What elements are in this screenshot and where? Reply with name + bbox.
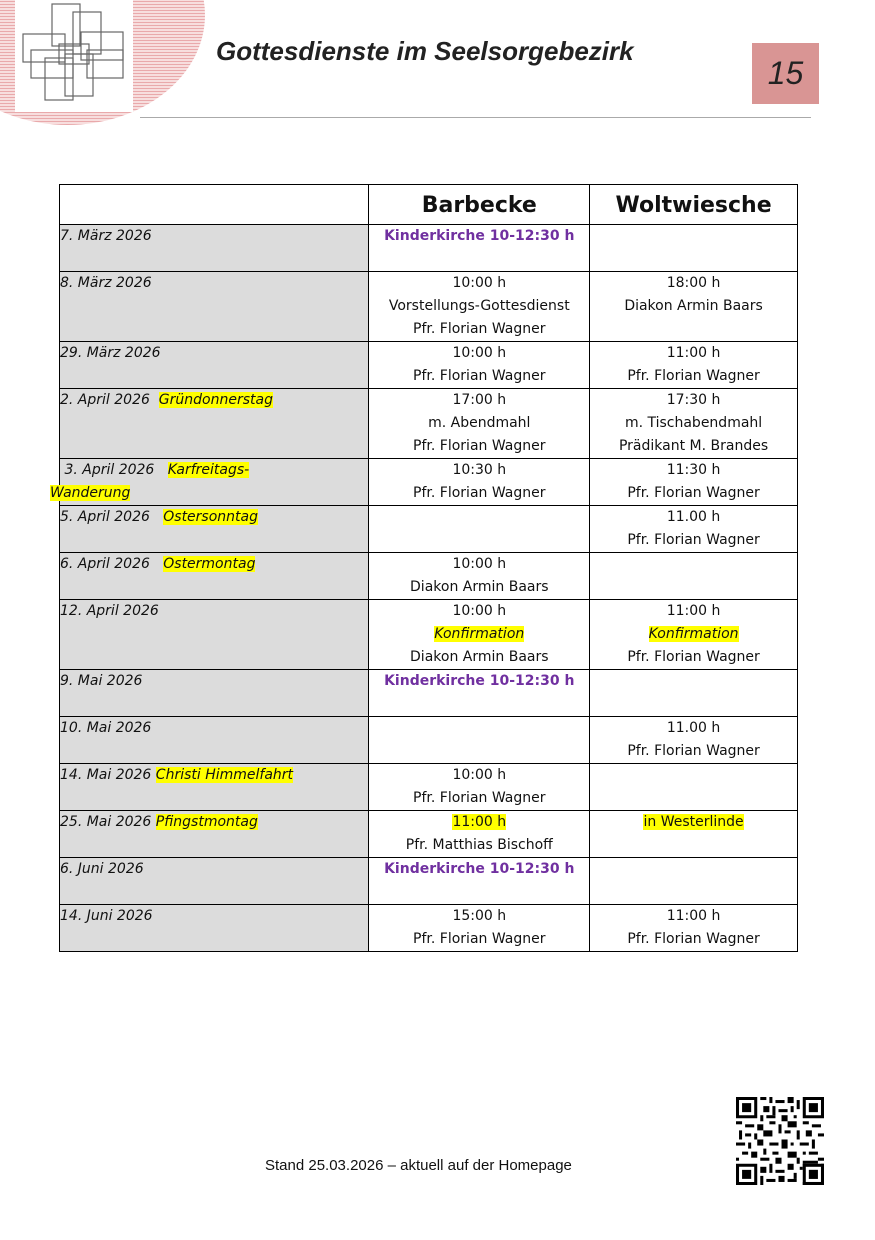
date-cell (60, 389, 369, 459)
date-cell (60, 670, 369, 717)
service-time: 17:30 h (666, 392, 721, 408)
date-text: 7. März 2026 (60, 228, 152, 244)
table-row (60, 811, 798, 858)
date-cell (60, 225, 369, 272)
woltwiesche-cell (590, 717, 798, 764)
service-leader: Pfr. Florian Wagner (627, 368, 760, 384)
date-cell (60, 553, 369, 600)
date-cell (60, 342, 369, 389)
woltwiesche-cell (590, 225, 798, 272)
service-time: 10:00 h (452, 767, 507, 783)
barbecke-cell (369, 858, 590, 905)
service-leader: Pfr. Florian Wagner (413, 485, 546, 501)
barbecke-cell (369, 506, 590, 553)
date-text: 2. April 2026 (60, 392, 150, 408)
date-text: 3. April 2026 (64, 462, 155, 478)
barbecke-cell (369, 225, 590, 272)
service-leader: Diakon Armin Baars (410, 579, 549, 595)
occasion-highlight: Ostermontag (163, 556, 256, 572)
table-row (60, 225, 798, 272)
date-text: 8. März 2026 (60, 275, 152, 291)
barbecke-cell (369, 811, 590, 858)
table-row (60, 717, 798, 764)
occasion-highlight: Ostersonntag (163, 509, 258, 525)
date-text: 9. Mai 2026 (60, 673, 143, 689)
woltwiesche-cell (590, 553, 798, 600)
service-leader: Diakon Armin Baars (624, 298, 763, 314)
service-time: 10:00 h (452, 275, 507, 291)
date-cell (60, 858, 369, 905)
woltwiesche-cell (590, 272, 798, 342)
service-leader: Pfr. Florian Wagner (627, 743, 760, 759)
barbecke-cell (369, 342, 590, 389)
konfirmation-highlight: Konfirmation (434, 626, 525, 642)
service-leader: Pfr. Florian Wagner (413, 321, 546, 337)
service-time: 11.00 h (666, 720, 721, 736)
service-time: 10:00 h (452, 603, 507, 619)
table-row (60, 858, 798, 905)
barbecke-cell (369, 717, 590, 764)
service-leader: Pfr. Florian Wagner (627, 649, 760, 665)
table-header-row (60, 185, 798, 225)
service-time: 11:30 h (666, 462, 721, 478)
service-time: 11:00 h (666, 345, 721, 361)
service-leader: Pfr. Florian Wagner (413, 790, 546, 806)
service-time: 10:30 h (452, 462, 507, 478)
date-cell (60, 506, 369, 553)
woltwiesche-cell (590, 600, 798, 670)
date-cell (60, 811, 369, 858)
service-leader: Pfr. Florian Wagner (627, 931, 760, 947)
footer-status-text: Stand 25.03.2026 – aktuell auf der Homepage (265, 1157, 572, 1174)
occasion-highlight: Pfingstmontag (155, 814, 258, 830)
date-text: 29. März 2026 (60, 345, 161, 361)
kinderkirche-text: Kinderkirche 10-12:30 h (384, 228, 575, 244)
service-leader: Prädikant M. Brandes (618, 438, 769, 454)
occasion-highlight: Karfreitags- (167, 462, 250, 478)
page-number-badge: 15 (752, 43, 819, 104)
table-row (60, 389, 798, 459)
occasion-highlight-cont: Wanderung (50, 485, 131, 501)
service-time: 11:00 h (666, 908, 721, 924)
service-leader: Pfr. Florian Wagner (413, 931, 546, 947)
occasion-highlight: Gründonnerstag (158, 392, 273, 408)
column-header-date (60, 185, 369, 225)
occasion-highlight: Christi Himmelfahrt (155, 767, 294, 783)
service-leader: Pfr. Florian Wagner (627, 485, 760, 501)
table-row (60, 553, 798, 600)
date-cell (60, 717, 369, 764)
date-text: 25. Mai 2026 (60, 814, 152, 830)
location-note-highlight: in Westerlinde (643, 814, 744, 830)
barbecke-cell (369, 600, 590, 670)
table-row (60, 600, 798, 670)
date-cell (50, 459, 369, 506)
table-row (60, 506, 798, 553)
table-row (60, 905, 798, 952)
service-time-highlight: 11:00 h (452, 814, 507, 830)
service-leader: Pfr. Florian Wagner (413, 438, 546, 454)
woltwiesche-cell (590, 764, 798, 811)
barbecke-cell (369, 389, 590, 459)
service-leader: Pfr. Florian Wagner (627, 532, 760, 548)
service-type: Vorstellungs-Gottesdienst (388, 298, 570, 314)
date-text: 12. April 2026 (60, 603, 159, 619)
service-time: 10:00 h (452, 345, 507, 361)
logo (15, 0, 133, 112)
service-time: 17:00 h (452, 392, 507, 408)
service-time: 11.00 h (666, 509, 721, 525)
date-text: 6. Juni 2026 (60, 861, 144, 877)
service-schedule-table (50, 184, 798, 952)
service-leader: Pfr. Florian Wagner (413, 368, 546, 384)
table-row (60, 764, 798, 811)
service-note: m. Abendmahl (428, 415, 531, 431)
table-row (60, 342, 798, 389)
date-text: 14. Juni 2026 (60, 908, 153, 924)
table-row (60, 670, 798, 717)
barbecke-cell (369, 905, 590, 952)
barbecke-cell (369, 764, 590, 811)
page-title: Gottesdienste im Seelsorgebezirk (216, 36, 634, 66)
barbecke-cell (369, 670, 590, 717)
service-time: 15:00 h (452, 908, 507, 924)
woltwiesche-cell (590, 506, 798, 553)
date-cell (60, 600, 369, 670)
table-row (60, 272, 798, 342)
qr-code-icon[interactable] (736, 1097, 824, 1185)
service-time: 10:00 h (452, 556, 507, 572)
woltwiesche-cell (590, 389, 798, 459)
logo-cross-icon (15, 0, 133, 112)
woltwiesche-cell (590, 858, 798, 905)
barbecke-cell (369, 459, 590, 506)
kinderkirche-text: Kinderkirche 10-12:30 h (384, 861, 575, 877)
date-text: 6. April 2026 (60, 556, 150, 572)
woltwiesche-cell (590, 459, 798, 506)
column-header-woltwiesche: Woltwiesche (590, 185, 798, 225)
column-header-barbecke: Barbecke (369, 185, 590, 225)
date-text: 5. April 2026 (60, 509, 150, 525)
table-row (60, 459, 798, 506)
barbecke-cell (369, 553, 590, 600)
konfirmation-highlight: Konfirmation (648, 626, 739, 642)
date-cell (60, 905, 369, 952)
woltwiesche-cell (590, 670, 798, 717)
service-leader: Diakon Armin Baars (410, 649, 549, 665)
woltwiesche-cell (590, 342, 798, 389)
service-leader: Pfr. Matthias Bischoff (405, 837, 553, 853)
woltwiesche-cell (590, 811, 798, 858)
date-cell (60, 764, 369, 811)
service-note: m. Tischabendmahl (624, 415, 763, 431)
service-time: 18:00 h (666, 275, 721, 291)
date-text: 14. Mai 2026 (60, 767, 152, 783)
header-divider (140, 117, 811, 118)
service-time: 11:00 h (666, 603, 721, 619)
kinderkirche-text: Kinderkirche 10-12:30 h (384, 673, 575, 689)
date-cell (60, 272, 369, 342)
date-text: 10. Mai 2026 (60, 720, 152, 736)
woltwiesche-cell (590, 905, 798, 952)
barbecke-cell (369, 272, 590, 342)
